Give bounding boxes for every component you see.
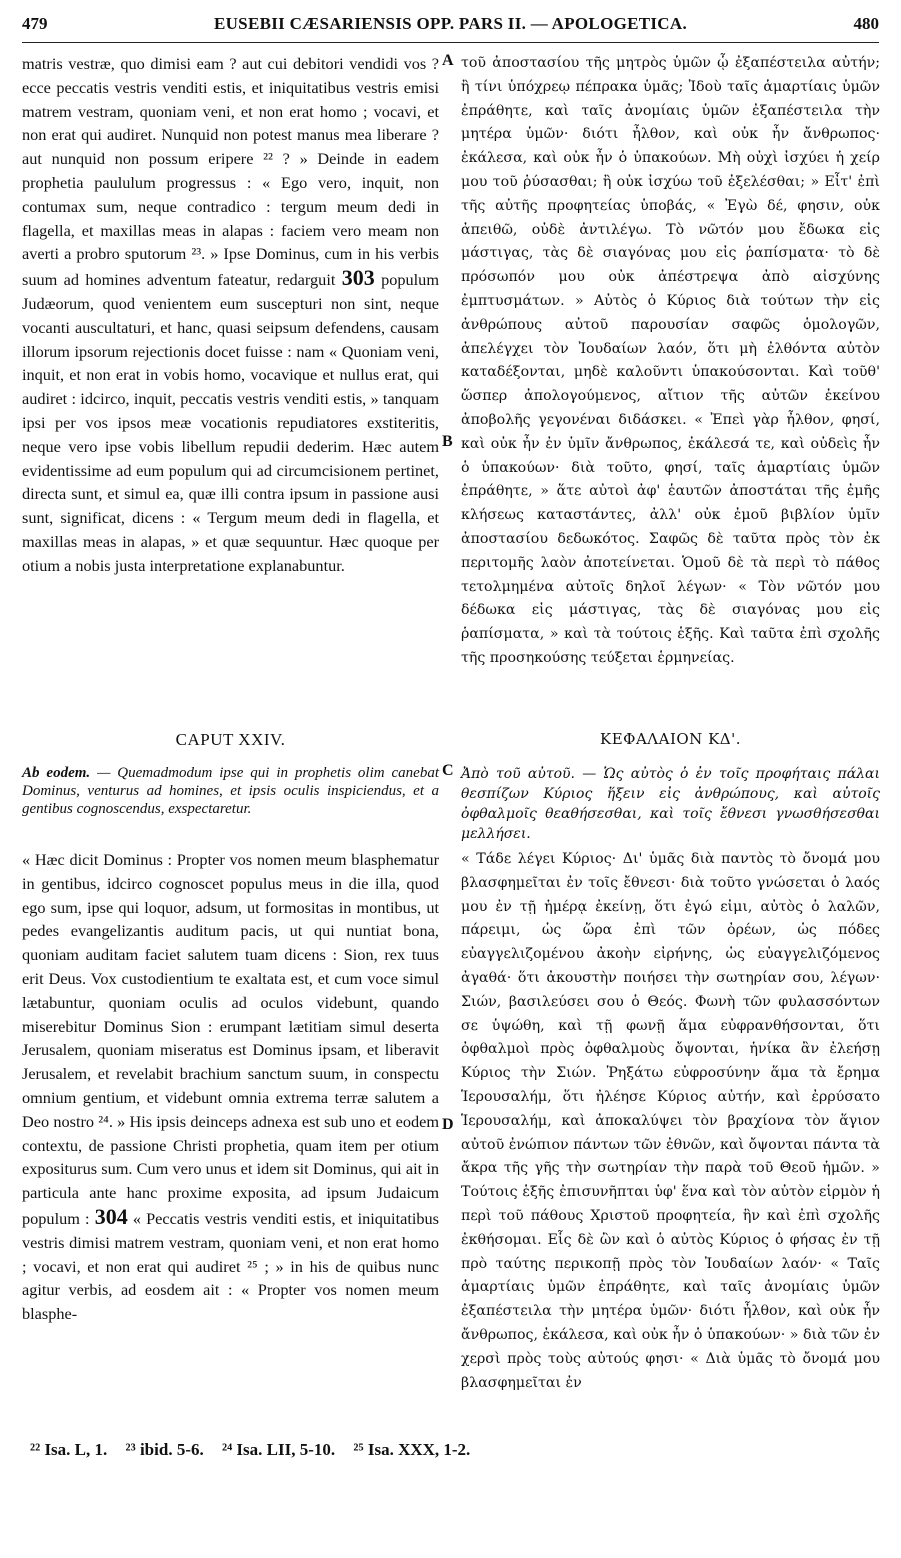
summary-text-latin: — Quemadmodum ipse qui in prophetis olim canebat Dominus, venturus ad homines, et ipsis oculis inspiciendus, et a gentibus cognoscendus, exspectaretur. [22,765,439,817]
greek-text-top [461,52,880,671]
footnote-25: ²⁵ Isa. XXX, 1-2. [353,1440,471,1459]
margin-letter-c: C [442,762,454,779]
summary-text-greek: — Ὡς αὐτὸς ὁ ἐν τοῖς προφήταις πάλαι θεσπίζων Κύριος ἥξειν εἰς ἀνθρώπους, καὶ αὐτοῖς ὀφθαλμοῖς θεαθήσεσθαι, καὶ τοῖς ἔθνεσι γνωσθήσεσθαι μελλήσει. [461,766,880,842]
latin-paragraph-1-part-a: matris vestræ, quo dimisi eam ? aut cui debitori vendidi vos ? ecce peccatis vestris venditi estis, et iniquitatibus vestris emisi matrem vestram, quoniam veni, et non erat homo ; vocavi, et non erat qui audiret. Nunquid non potest manus mea liberare ? aut nunquid non possum eripere ²² ? » Deinde in eadem prophetia paululum progressus : « Ego vero, inquit, non contumax sum, neque contradico : tergum meum dedi in flagella, et maxillas meas in alapas : faciem vero meam non averti a probro sputorum ²³. » Ipse Dominus, cum in his verbis suum ad homines adventum fateatur, redarguit [22,54,439,290]
footnotes [30,1440,880,1460]
latin-paragraph-1-part-b: populum Judæorum, quod venientem eum suscepturi non sint, neque vocanti auscultaturi, et hanc, quasi seipsum defendens, causam illorum ipsorum rejectionis docet fuisse : nam « Quoniam veni, inquit, et non erat in vobis homo, vocavique et nullus erat, qui audiret : idcirco, inquit, peccatis vestris venditi estis, » tanquam ipsi per vos ipsos meæ vocationis repudiatores exstiteritis, neque vero ipse vobis libellum repudii dederim. Hæc autem evidentissime ad eum populum qui ad circumcisionem pertinet, directa sunt, et simul ea, quæ illi contra ipsum in passione ausi sunt, significat, dicens : « Tergum meum dedi in flagella, et maxillas meas in alapas, » et quæ sequuntur. Hæc quoque per otium a nobis justa interpretatione explanabuntur. [22,270,439,575]
chapter-summary-latin [22,764,439,818]
latin-paragraph-1 [22,52,439,578]
latin-paragraph-2 [22,848,439,1326]
margin-letter-a: A [442,52,454,69]
summary-lead-latin: Ab eodem. [22,765,91,781]
chapter-heading-greek: ΚΕΦΑΛΑΙΟΝ ΚΔ'. [600,730,741,748]
latin-text-bottom [22,848,439,1326]
chapter-summary-greek [461,764,880,844]
page-number-left: 479 [22,14,48,33]
running-title: EUSEBII CÆSARIENSIS OPP. PARS II. — APOLOGETICA. [213,14,688,33]
greek-paragraph-1: τοῦ ἀποστασίου τῆς μητρὸς ὑμῶν ᾧ ἐξαπέστειλα αὐτήν; ἢ τίνι ὑπόχρεῳ πέπρακα ὑμᾶς; Ἰδοὺ ταῖς ἁμαρτίαις ὑμῶν ἐπράθητε, καὶ ταῖς ἀνομίαις ὑμῶν ἐξαπέστειλα τὴν μητέρα ὑμῶν· διότι ἦλθον, καὶ οὐκ ἦν ἄνθρωπος· ἐκάλεσα, καὶ οὐκ ἦν ὁ ὑπακούων. Μὴ οὐχὶ ἰσχύει ἡ χείρ μου τοῦ ῥύσασθαι; ἢ οὐκ ἰσχύω τοῦ ἐξελέσθαι; » Εἶτ' ἐπὶ τῆς αὐτῆς προφητείας ὑποβάς, « Ἐγὼ δέ, φησιν, οὐκ ἀπειθῶ, οὐδὲ ἀντιλέγω. Τὸ νῶτόν μου ἔδωκα εἰς μάστιγας, τὰς δὲ σιαγόνας μου εἰς ῥαπίσματα· τὸ δὲ πρόσωπόν μου οὐκ ἀπέστρεψα ἀπὸ αἰσχύνης ἐμπτυσμάτων. » Αὐτὸς ὁ Κύριος διὰ τούτων τὴν εἰς ἀνθρώπους αὐτοῦ παρουσίαν σαφῶς ὁμολογῶν, ἀπελέγχει τὸν Ἰουδαίων λαόν, ὅτι μὴ ἐλθόντα αὐτὸν καταδέξονται, μηδὲ καλοῦντι ὑπακούσονται. Καὶ τοῦθ' ὥσπερ ἀπολογούμενος, αἴτιον τῆς αὐτῶν ἐκείνου ἀποβολῆς γεγονέναι διδάσκει. « Ἐπεὶ γὰρ ἦλθον, φησί, καὶ οὐκ ἦν ἐν ὑμῖν ἄνθρωπος, ἐκάλεσά τε, καὶ οὐδεὶς ἦν ὁ ὑπακούων· διὰ τοῦτο, φησί, ταῖς ἁμαρτίαις ὑμῶν ἐπράθητε, » ἅτε αὐτοὶ ἀφ' ἑαυτῶν ἀποστάται τῆς ἐμῆς κλήσεως καταστάντες, ἀλλ' οὐκ ἐμοῦ βιβλίον ὑμῖν ἀποστασίου δεδωκότος. Σαφῶς δὲ ταῦτα πρὸς τὸν ἐκ περιτομῆς λαὸν ἀποτείνεται. Ὁμοῦ δὲ τὰ περὶ τὸ πάθος τετολμημένα αὐτοῖς δηλοῖ λέγων· « Τὸν νῶτόν μου δέδωκα εἰς μάστιγας, τὰς δὲ σιαγόνας μου εἰς ῥαπίσματα, » καὶ τὰ τούτοις ἑξῆς. Καὶ ταῦτα ἐπὶ σχολῆς τῆς προσηκούσης τεύξεται ἑρμηνείας. [461,55,880,666]
margin-letter-b: B [442,433,453,450]
greek-text-bottom [461,848,880,1395]
footnote-22: ²² Isa. L, 1. [30,1440,108,1459]
footnote-24: ²⁴ Isa. LII, 5-10. [221,1440,336,1459]
margin-letter-d: D [442,1116,454,1133]
latin-paragraph-2-part-a: « Hæc dicit Dominus : Propter vos nomen meum blasphematur in gentibus, idcirco cognoscet populus meus in die illa, quod ego sum, ipse qui loquor, adsum, ut formositas in montibus, ut pedes evangelizantis auditum pacis, ut qui nuntiat bona, quoniam auditam faciet salutem tuam dicens : Sion, rex tuus erit Deus. Vox custodientium te exaltata est, et cum voce simul lætabuntur, quoniam oculis ad oculos videbunt, quando miserebitur Dominus Sion : erumpant lætitiam simul deserta Jerusalem, quoniam miseratus est Dominus ipsam, et liberavit Jerusalem, et revelabit brachium sanctum suum, in conspectu omnium gentium, et videbunt omnia extrema terræ salutem a Deo nostro ²⁴. » His ipsis deinceps adnexa est sub uno et eodem contextu, de passione Christi prophetia, quam item per otium expositurus sum. Cum vero unus et idem sit Dominus, qui ait in particula ante hanc proxime exposita, ad ipsum Judaicum populum : [22,850,439,1228]
latin-paragraph-2-part-b: « Peccatis vestris venditi estis, et iniquitatibus vestris dimisi matrem vestram, quoniam veni, et non erat homo ; vocavi, et non erat qui audiret ²⁵ ; » in his de quibus nunc agitur verbis, ad eosdem ait : « Propter vos nomen meum blasphe- [22,1208,439,1324]
page-number-right: 480 [853,14,879,33]
running-header [22,14,879,40]
column-number-304: 304 [94,1203,128,1229]
column-number-303: 303 [341,265,375,291]
latin-text-top [22,52,439,578]
greek-paragraph-2: « Τάδε λέγει Κύριος· Δι' ὑμᾶς διὰ παντὸς τὸ ὄνομά μου βλασφημεῖται ἐν τοῖς ἔθνεσι· διὰ τοῦτο γνώσεται ὁ λαός μου ἐν τῇ ἡμέρᾳ ἐκείνῃ, ὅτι ἐγώ εἰμι, αὐτὸς ὁ λαλῶν, πάρειμι, ὡς ὥρα ἐπὶ τῶν ὀρέων, ὡς πόδες εὐαγγελιζομένου ἀκοὴν εἰρήνης, ὡς εὐαγγελιζόμενος ἀγαθά· ὅτι ἀκουστὴν ποιήσει τὴν σωτηρίαν σου, λέγων· Σιών, βασιλεύσει σου ὁ Θεός. Φωνὴ τῶν φυλασσόντων σε ὑψώθη, καὶ τῇ φωνῇ ἅμα εὐφρανθήσονται, ὅτι ὀφθαλμοὶ πρὸς ὀφθαλμοὺς ὄψονται, ἡνίκα ἂν ἐλεήσῃ Κύριος τὴν Σιών. Ῥηξάτω εὐφροσύνην ἅμα τὰ ἔρημα Ἱερουσαλήμ, ὅτι ἠλέησε Κύριος αὐτήν, καὶ ἐρρύσατο Ἱερουσαλήμ, καὶ ἀποκαλύψει τὸν βραχίονα τὸν ἅγιον αὐτοῦ ἐνώπιον πάντων τῶν ἐθνῶν, καὶ ὄψονται πάντα τὰ ἄκρα τῆς γῆς τὴν σωτηρίαν τὴν παρὰ τοῦ Θεοῦ ἡμῶν. » Τούτοις ἑξῆς ἐπισυνῆπται ὑφ' ἕνα καὶ τὸν αὐτὸν εἱρμὸν ἡ περὶ τοῦ πάθους Χριστοῦ προφητεία, ἣν καὶ ἐπὶ σχολῆς ἐκθήσομαι. Εἷς δὲ ὢν καὶ ὁ αὐτὸς Κύριος ὁ φήσας ἐν τῇ πρὸ ταύτης περικοπῇ πρὸς τὸν Ἰουδαίων λαόν· « Ταῖς ἁμαρτίαις ὑμῶν ἐπράθητε, καὶ ταῖς ἀνομίαις ὑμῶν ἐξαπέστειλα τὴν μητέρα ὑμῶν· διότι ἦλθον, καὶ οὐκ ἦν ἄνθρωπος, ἐκάλεσα, καὶ οὐκ ἦν ὁ ὑπακούων· » διὰ τῶν ἐν χερσὶ πρὸς τοὺς αὐτούς φησι· « Διὰ ὑμᾶς τὸ ὄνομά μου βλασφημεῖται ἐν [461,851,880,1391]
chapter-heading-latin: CAPUT XXIV. [175,730,286,749]
header-rule [22,42,879,43]
footnote-23: ²³ ibid. 5-6. [125,1440,204,1459]
summary-lead-greek: Ἀπὸ τοῦ αὐτοῦ. [461,766,576,782]
